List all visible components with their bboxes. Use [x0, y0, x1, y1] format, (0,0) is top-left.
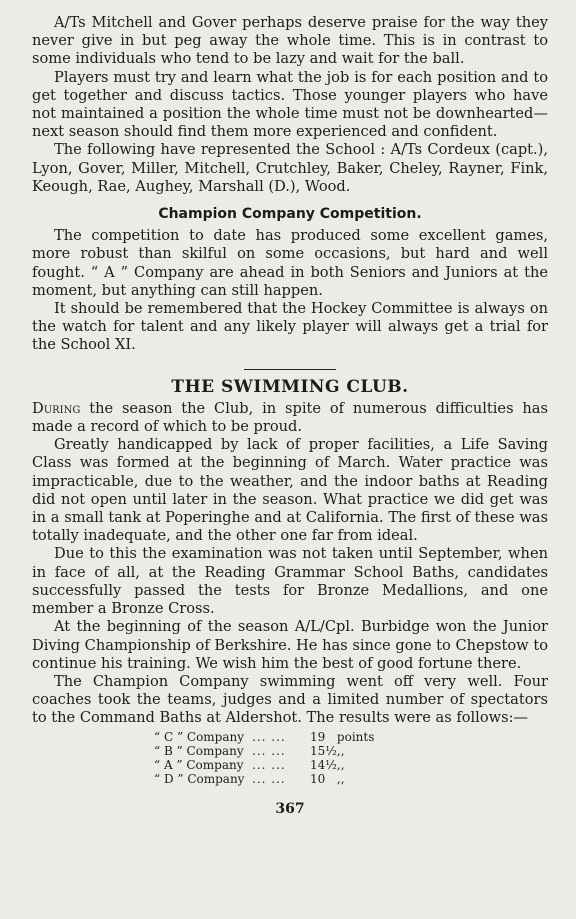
- results-table: [154, 730, 374, 786]
- champion-paragraph-1: The competition to date has produced some excellent games, more robust than skilful on some occasions, but hard and well fought. “ A ” Company are ahead in both Seniors and Juniors at the moment, but anything can still happen.: [32, 227, 548, 299]
- leader-dots: ... ...: [252, 757, 286, 772]
- leader-dots: ... ...: [252, 729, 286, 744]
- leader-dots: ... ...: [252, 771, 286, 786]
- score-unit: points: [336, 729, 375, 744]
- score-unit: ,,: [336, 757, 345, 772]
- swimming-paragraph-4: At the beginning of the season A/L/Cpl. Burbidge won the Junior Diving Championship of Berkshire. He has since gone to Chepstow to continue his training. We wish him the best of good fortune there.: [32, 618, 548, 672]
- swimming-paragraph-5: The Champion Company swimming went off very well. Four coaches took the teams, judges and a limited number of spectators to the Command Baths at Aldershot. The results were as follows:—: [32, 672, 548, 727]
- champion-company-heading: Champion Company Competition.: [158, 206, 422, 223]
- leader-dots: ... ...: [252, 743, 286, 758]
- section-divider: [244, 369, 336, 370]
- team-name: “ D ” Company: [154, 771, 245, 786]
- table-row: [154, 744, 374, 758]
- hockey-paragraph-1: A/Ts Mitchell and Gover perhaps deserve praise for the way they never give in but peg away the whole time. This is in contrast to some individuals who tend to be lazy and wait for the ball.: [32, 14, 548, 68]
- team-name: “ B ” Company: [154, 743, 244, 758]
- team-name: “ C ” Company: [154, 729, 245, 744]
- team-score: 10: [310, 771, 326, 786]
- lead-word: During: [32, 399, 81, 417]
- team-score: 14½: [310, 757, 337, 772]
- swimming-club-title: THE SWIMMING CLUB.: [171, 376, 409, 397]
- hockey-paragraph-2: Players must try and learn what the job is for each position and to get together and discuss tactics. Those younger players who have not maintained a position the whole time must not be downhearted—next season should find them more experienced and confident.: [32, 68, 548, 141]
- team-score: 15½: [310, 743, 337, 758]
- swimming-paragraph-1: [32, 400, 548, 436]
- score-unit: ,,: [336, 771, 345, 786]
- swimming-paragraph-1-text: the season the Club, in spite of numerous difficulties has made a record of which to be proud.: [32, 399, 548, 436]
- page-number: 367: [275, 800, 305, 817]
- champion-paragraph-2: It should be remembered that the Hockey Committee is always on the watch for talent and any likely player will always get a trial for the School XI.: [32, 300, 548, 354]
- team-score: 19: [310, 729, 326, 744]
- table-row: [154, 758, 374, 772]
- hockey-team-list-paragraph: The following have represented the School : A/Ts Cordeux (capt.), Lyon, Gover, Miller, Mitchell, Crutchley, Baker, Cheley, Rayner, Fink, Keough, Rae, Aughey, Marshall (D.), Wood.: [32, 141, 548, 195]
- score-unit: ,,: [336, 743, 345, 758]
- swimming-paragraph-3: Due to this the examination was not taken until September, when in face of all, at the Reading Grammar School Baths, candidates successfully passed the tests for Bronze Medallions, and one member a Bronze Cross.: [32, 545, 548, 618]
- table-row: [154, 730, 374, 744]
- team-name: “ A ” Company: [154, 757, 244, 772]
- table-row: [154, 772, 374, 786]
- swimming-paragraph-2: Greatly handicapped by lack of proper facilities, a Life Saving Class was formed at the beginning of March. Water practice was impracticable, due to the weather, and the indoor baths at Reading did not open until later in the season. What practice we did get was in a small tank at Poperinghe and at California. The first of these was totally inadequate, and the other one far from ideal.: [32, 436, 548, 545]
